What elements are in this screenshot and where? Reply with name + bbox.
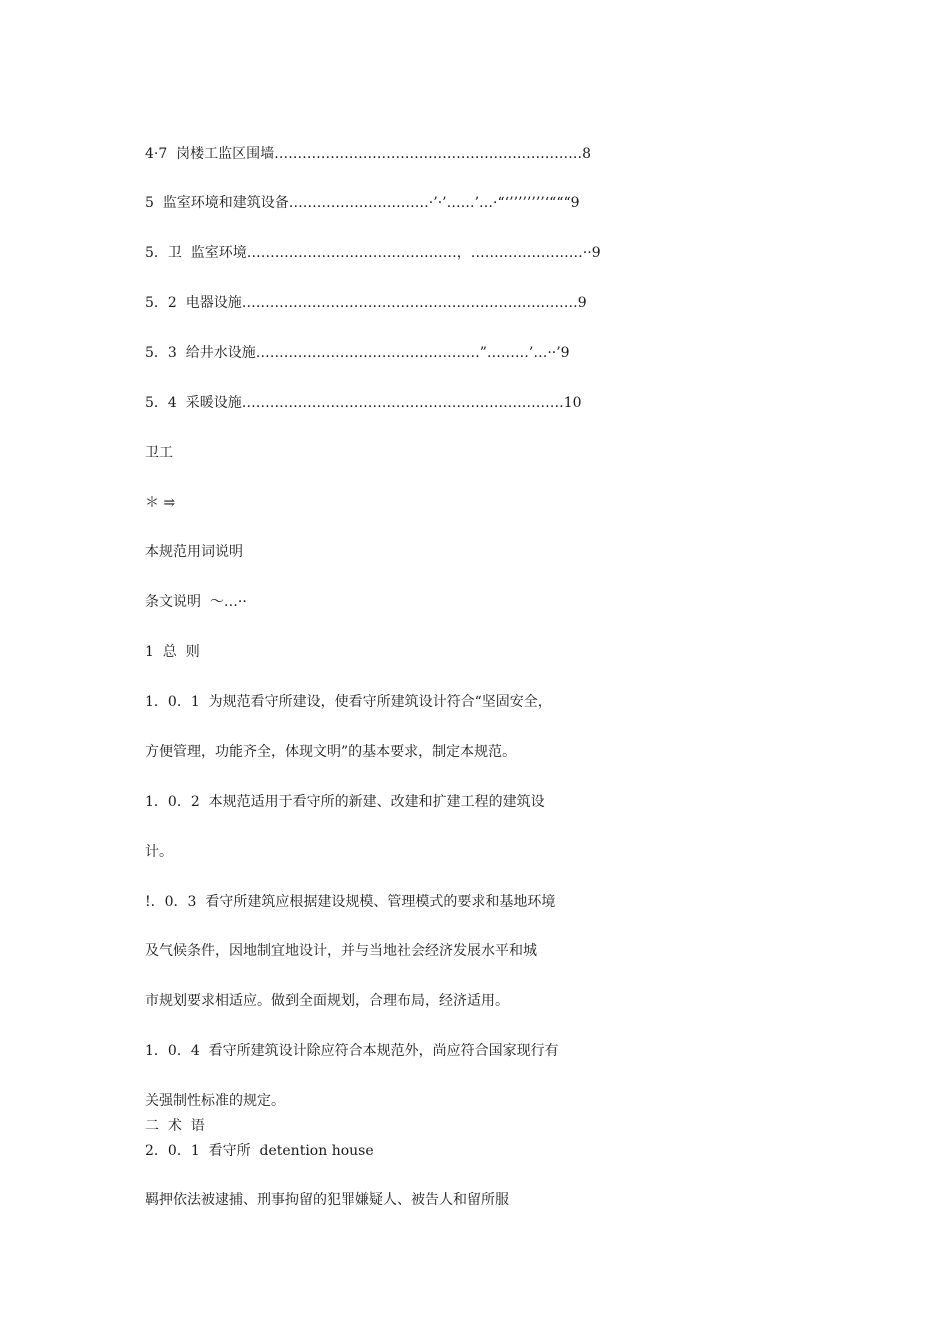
toc-line-5-2: 5．2 电器设施………………………………………………………………9	[145, 295, 587, 311]
paragraph-line: 1．0．4 看守所建筑设计除应符合本规范外，尚应符合国家现行有	[145, 1043, 559, 1059]
toc-line-5: 5 监室环境和建筑设备…………………………·’·’……’…·“‘’’’’’’’’‘“““9	[145, 195, 580, 211]
paragraph-line: 市规划要求相适应。做到全面规划，合理布局，经济适用。	[145, 993, 509, 1009]
paragraph-line: 及气候条件，因地制宜地设计，并与当地社会经济发展水平和城	[145, 943, 537, 959]
text-line: 本规范用词说明	[145, 544, 243, 560]
paragraph-line: !．0．3 看守所建筑应根据建设规模、管理模式的要求和基地环境	[145, 894, 556, 910]
section-heading: 1 总 则	[145, 644, 200, 660]
text-line: 条文说明 ～…··	[145, 594, 247, 610]
toc-line-5-3: 5．3 给井水设施…………………………………………”………’…··’9	[145, 345, 570, 361]
section-heading: 二 术 语	[145, 1118, 205, 1134]
toc-line-4-7: 4·7 岗楼工监区围墙…………………………………………………………8	[145, 146, 592, 162]
toc-line-5-4: 5．4 采暖设施……………………………………………………………10	[145, 395, 582, 411]
paragraph-line: 计。	[145, 844, 173, 860]
toc-line-5-1: 5．卫 监室环境………………………………………，……………………··9	[145, 245, 601, 261]
paragraph-line: 2．0．1 看守所 detention house	[145, 1143, 374, 1159]
paragraph-line: 关强制性标准的规定。	[145, 1093, 285, 1109]
text-line: 卫工	[145, 445, 173, 461]
paragraph-line: 1．0．1 为规范看守所建设，使看守所建筑设计符合“坚固安全，	[145, 694, 552, 710]
text-line: ＊ ⥤	[145, 495, 176, 511]
paragraph-line: 羁押依法被逮捕、刑事拘留的犯罪嫌疑人、被告人和留所服	[145, 1192, 509, 1208]
paragraph-line: 方便管理，功能齐全，体现文明”的基本要求，制定本规范。	[145, 744, 517, 760]
paragraph-line: 1．0．2 本规范适用于看守所的新建、改建和扩建工程的建筑设	[145, 794, 545, 810]
